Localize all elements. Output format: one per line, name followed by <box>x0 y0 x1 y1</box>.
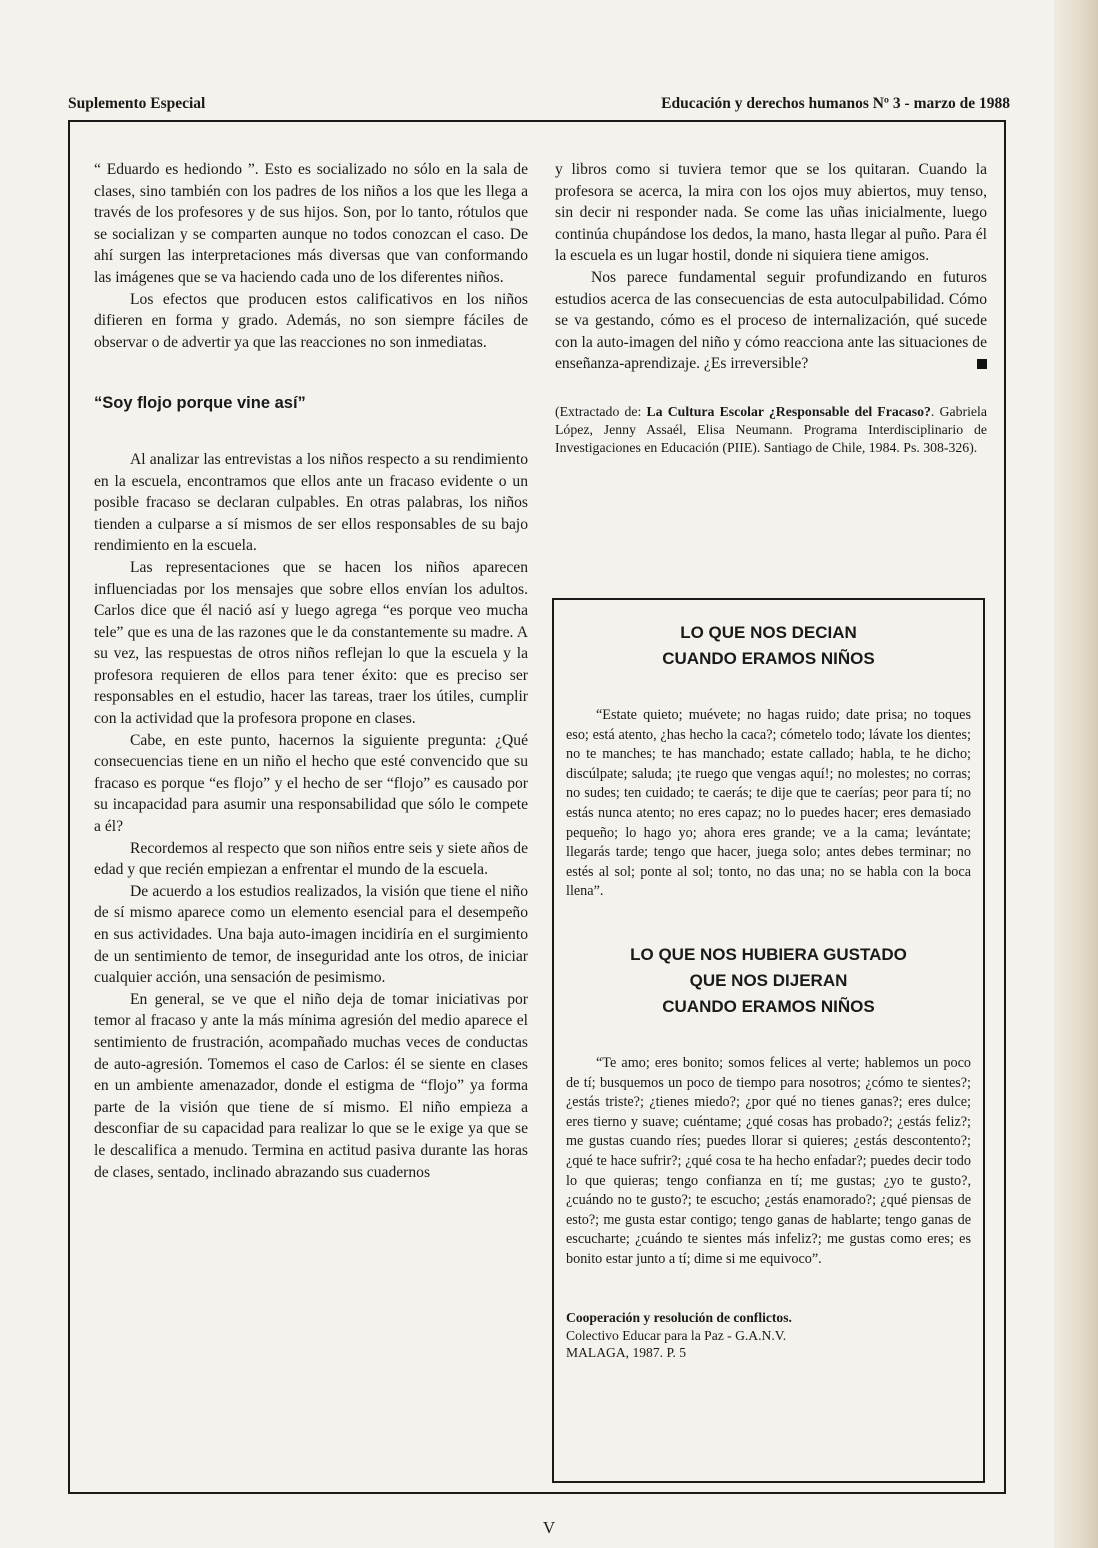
paragraph: Cabe, en este punto, hacernos la siguiente pregunta: ¿Qué consecuencias tiene en un niño el hecho que esté convencido que su fracaso es porque “es flojo” y el hecho de ser “flojo” es causado por su incapacidad para asumir una responsabilidad que sólo le compete a él? <box>94 731 528 836</box>
left-column <box>94 159 528 1183</box>
header-left: Suplemento Especial <box>68 95 206 112</box>
box-text-2: “Te amo; eres bonito; somos felices al verte; hablemos un poco de tí; busquemos un poco de tiempo para nosotros; ¿cómo te sientes?; ¿estás triste?; ¿tienes miedo?; ¿por qué no tienes ganas?; eres dulce; eres tierno y suave; cuéntame; ¿qué cosas has probado?; ¿estás feliz?; me gustas cuando ríes; puedes llorar si quieres; ¿estás descontento?; ¿qué te hace sufrir?; ¿qué cosa te ha hecho enfadar?; puedes decir todo lo que quieras; tengo confianza en tí; me gustas; ¿yo te gusto?, ¿cuándo no te gusto?; te escucho; ¿estás enamorado?; ¿qué piensas de esto?; me gusta estar contigo; tengo ganas de hablarte; tengo ganas de escucharte; ¿cuándo te sientes más infeliz?; me gustas como eres; es bonito estar junto a tí; dime si me equivoco”. <box>566 1054 971 1267</box>
end-of-article-mark <box>977 359 987 369</box>
page-number: V <box>542 1518 556 1537</box>
box-title-1 <box>566 620 971 672</box>
paragraph: Los efectos que producen estos calificativos en los niños difieren en forma y grado. Además, no son siempre fáciles de observar o de advertir ya que las reacciones no son inmediatas. <box>94 290 528 351</box>
source-title: La Cultura Escolar ¿Responsable del Fracaso? <box>646 403 931 419</box>
box-cite-line: MALAGA, 1987. P. 5 <box>566 1345 687 1361</box>
header-right: Educación y derechos humanos Nº 3 - marzo de 1988 <box>661 95 1010 112</box>
page-edge <box>1054 0 1098 1548</box>
paragraph: Recordemos al respecto que son niños entre seis y siete años de edad y que recién empiezan a enfrentar el mundo de la escuela. <box>94 839 528 879</box>
box-title-2-line: CUANDO ERAMOS NIÑOS <box>662 996 875 1016</box>
paragraph: De acuerdo a los estudios realizados, la visión que tiene el niño de sí mismo aparece como un elemento esencial para el desempeño en sus actividades. Una baja auto-imagen incidiría en el surgimiento de un sentimiento de temor, de inseguridad ante los otros, de iniciar cualquier acción, una sensación de pesimismo. <box>94 882 528 987</box>
box-citation <box>566 1309 971 1362</box>
box-title-1-line: LO QUE NOS DECIAN <box>680 623 857 642</box>
box-title-2 <box>566 942 971 1020</box>
box-cite-line: Colectivo Educar para la Paz - G.A.N.V. <box>566 1327 787 1343</box>
source-note <box>555 403 987 457</box>
source-prefix: (Extractado de: <box>555 403 647 419</box>
paragraph: Las representaciones que se hacen los niños aparecen influenciadas por los mensajes que sobre ellos envían los adultos. Carlos dice que él nació así y luego agrega “es porque veo mucha tele” que es una de las razones que le da constantemente su madre. A su vez, las respuestas de otros niños reflejan lo que la escuela y la profesora requieren de ellos para tener éxito: que es preciso ser responsables en el estudio, hacer las tareas, traer los útiles, cumplir con la actividad que la profesora propone en clases. <box>94 558 528 728</box>
box-title-2-line: LO QUE NOS HUBIERA GUSTADO <box>630 944 907 964</box>
paragraph: En general, se ve que el niño deja de tomar iniciativas por temor al fracaso y ante la más mínima agresión del medio aparece el sentimiento de frustración, acompañado muchas veces de conductas de auto-agresión. Tomemos el caso de Carlos: él se siente en clases en un ambiente amenazador, donde el estigma de “flojo” ya forma parte de la visión que tiene de sí mismo. El niño empieza a desconfiar de su capacidad para realizar lo que se le exige ya que se le descalifica a menudo. Termina en actitud pasiva durante las horas de clases, sentado, inclinado abrazando sus cuadernos <box>94 990 528 1181</box>
source-rest: . Gabriela López, Jenny Assaél, Elisa Neumann. Programa Interdisciplinario de Investigaciones en Educación (PIIE). Santiago de Chile, 1984. Ps. 308-326). <box>555 403 987 455</box>
box-text-1: “Estate quieto; muévete; no hagas ruido; date prisa; no toques eso; está atento, ¿has hecho la caca?; cómetelo todo; lávate los dientes; no te manches; te has manchado; estate callado; habla, te he dicho; discúlpate; saluda; ¡te ruego que vengas aquí!; no molestes; no corras; no sudes; ten cuidado; te caerás; te dije que te caerías; peor para tí; no estás nunca atento; no eres capaz; no lo puedes hacer; eres demasiado pequeño; lo hago yo; ahora eres grande; ve a la cama; levántate; llegarás tarde; tengo que hacer, juega solo; antes debes terminar; no estés al sol; ponte al sol; tonto, no das una; no se habla con la boca llena”. <box>566 707 971 900</box>
paragraph: y libros como si tuviera temor que se los quitaran. Cuando la profesora se acerca, la mira con los ojos muy abiertos, muy tenso, sin decir ni responder nada. Se come las uñas inicialmente, luego continúa chupándose los dedos, la mano, hasta llegar al puño. Para él la escuela es un lugar hostil, donde ni siquiera tiene amigos. <box>555 161 987 265</box>
running-header <box>68 95 1010 113</box>
sidebar-box <box>552 598 985 1483</box>
paragraph: Al analizar las entrevistas a los niños respecto a su rendimiento en la escuela, encontramos que ellos ante un fracaso evidente o un posible fracaso se declaran culpables. En otras palabras, los niños tienden a culparse a sí mismos de ser ellos responsables de su bajo rendimiento en la escuela. <box>94 450 528 555</box>
box-title-1-line: CUANDO ERAMOS NIÑOS <box>662 649 875 668</box>
paragraph-last <box>555 267 987 375</box>
box-cite-line: Cooperación y resolución de conflictos. <box>566 1310 792 1326</box>
paragraph: “ Eduardo es hediondo ”. Esto es socializado no sólo en la sala de clases, sino también con los padres de los niños a los que les llega a través de los profesores y de sus hijos. Son, por lo tanto, rótulos que se socializan y se comparten aunque no todos conozcan el caso. De ahí surgen las interpretaciones más diversas que van conformando las imágenes que se va haciendo cada uno de los diferentes niños. <box>94 161 528 286</box>
section-title: “Soy flojo porque vine así” <box>94 394 306 413</box>
right-column <box>555 159 987 457</box>
paragraph-text: Nos parece fundamental seguir profundizando en futuros estudios acerca de las consecuencias de esta autoculpabilidad. Cómo se va gestando, cómo es el proceso de internalización, qué sucede con la auto-imagen del niño y cómo reacciona ante las situaciones de enseñanza-aprendizaje. ¿Es irreversible? <box>555 268 987 373</box>
box-title-2-line: QUE NOS DIJERAN <box>689 970 848 990</box>
